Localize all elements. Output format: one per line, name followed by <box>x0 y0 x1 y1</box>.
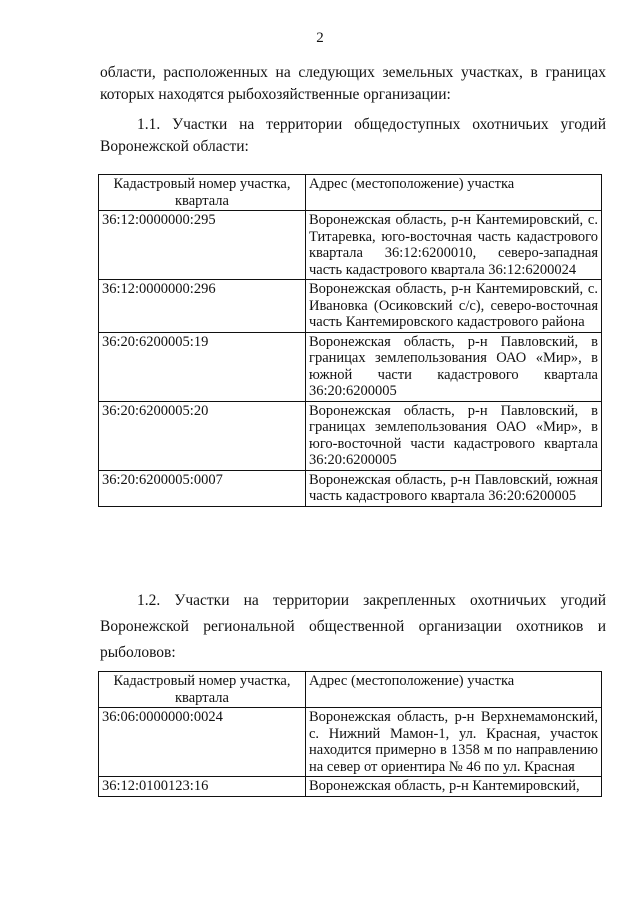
cadastral-number-cell: 36:20:6200005:0007 <box>99 470 306 506</box>
cadastral-number-cell: 36:12:0000000:296 <box>99 280 306 333</box>
cadastral-number-cell: 36:12:0100123:16 <box>99 777 306 797</box>
table-header-row <box>99 672 602 708</box>
table-row <box>99 280 602 333</box>
address-cell: Воронежская область, р-н Павловский, в границах землепользования ОАО «Мир», в южной части кадастрового квартала 36:20:6200005 <box>306 332 602 401</box>
table-header-row <box>99 175 602 211</box>
intro-paragraph: области, расположенных на следующих земельных участках, в границах которых находятся рыбохозяйственные организации: <box>100 64 606 103</box>
header-address: Адрес (местоположение) участка <box>306 175 602 211</box>
table-row <box>99 332 602 401</box>
cadastral-number-cell: 36:06:0000000:0024 <box>99 708 306 777</box>
address-cell: Воронежская область, р-н Павловский, южная часть кадастрового квартала 36:20:6200005 <box>306 470 602 506</box>
cadastral-number-cell: 36:20:6200005:19 <box>99 332 306 401</box>
address-cell: Воронежская область, р-н Павловский, в границах землепользования ОАО «Мир», в юго-восточной части кадастрового квартала 36:20:6200005 <box>306 401 602 470</box>
header-cadastral-number: Кадастровый номер участка, квартала <box>99 175 306 211</box>
header-cadastral-number: Кадастровый номер участка, квартала <box>99 672 306 708</box>
cadastral-number-cell: 36:12:0000000:295 <box>99 211 306 280</box>
table-row <box>99 211 602 280</box>
header-address: Адрес (местоположение) участка <box>306 672 602 708</box>
page-number: 2 <box>316 30 324 46</box>
table-row <box>99 470 602 506</box>
section-1-1-heading: 1.1. Участки на территории общедоступных охотничьих угодий Воронежской области: <box>100 116 606 155</box>
address-cell: Воронежская область, р-н Кантемировский, <box>306 777 602 797</box>
table-row <box>99 708 602 777</box>
table-public-hunting-plots <box>98 174 602 507</box>
address-cell: Воронежская область, р-н Кантемировский, с. Ивановка (Осиковский с/с), северо-восточная часть Кантемировского кадастрового района <box>306 280 602 333</box>
section-1-2-heading: 1.2. Участки на территории закрепленных охотничьих угодий Воронежской региональной общественной организации охотников и рыболовов: <box>100 592 606 661</box>
table-row <box>99 401 602 470</box>
cadastral-number-cell: 36:20:6200005:20 <box>99 401 306 470</box>
address-cell: Воронежская область, р-н Кантемировский, с. Титаревка, юго-восточная часть кадастрового квартала 36:12:6200010, северо-западная часть кадастрового квартала 36:12:6200024 <box>306 211 602 280</box>
address-cell: Воронежская область, р-н Верхнемамонский, с. Нижний Мамон-1, ул. Красная, участок находится примерно в 1358 м по направлению на север от ориентира № 46 по ул. Красная <box>306 708 602 777</box>
table-assigned-hunting-plots <box>98 671 602 797</box>
table-row <box>99 777 602 797</box>
